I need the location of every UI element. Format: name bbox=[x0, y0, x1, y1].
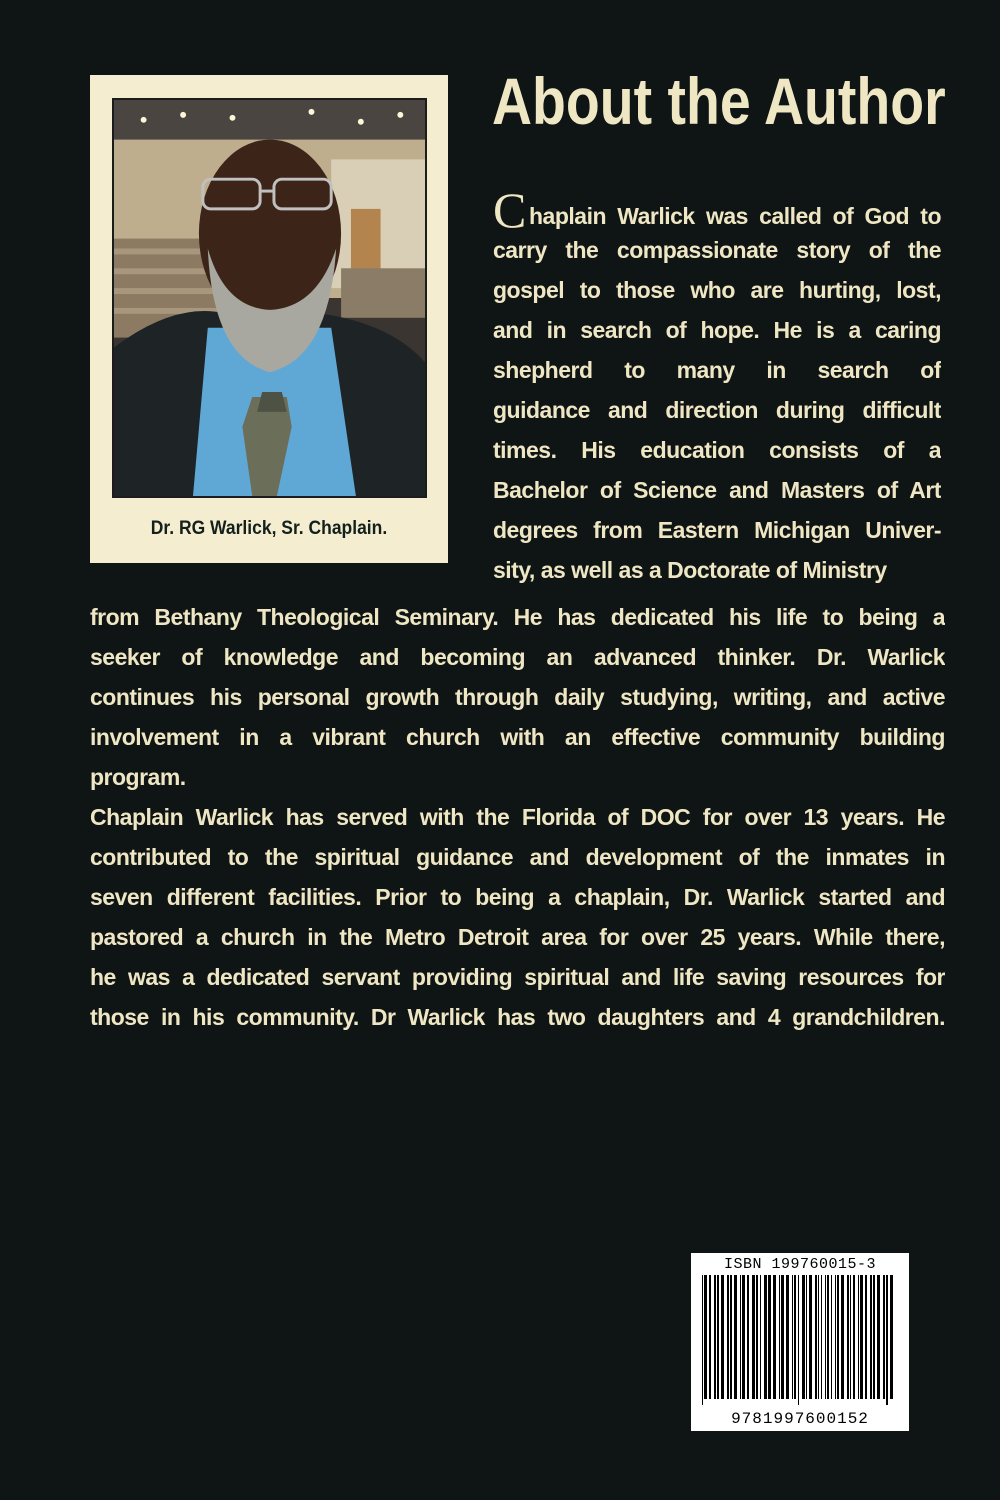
barcode-bar bbox=[760, 1275, 761, 1399]
bio-line: guidance and direction during difficult bbox=[493, 397, 941, 423]
bio-body bbox=[90, 597, 945, 1037]
photo-caption: Dr. RG Warlick, Sr. Chaplain. bbox=[150, 518, 388, 539]
barcode-bar bbox=[825, 1275, 826, 1399]
barcode-bar bbox=[740, 1275, 741, 1399]
barcode-bar bbox=[786, 1275, 789, 1399]
barcode-bar bbox=[890, 1275, 893, 1399]
bio-line: those in his community. Dr Warlick has two daughters and 4 grandchildren. bbox=[90, 1004, 945, 1030]
barcode-bar bbox=[877, 1275, 880, 1399]
bio-line: he was a dedicated servant providing spiritual and life saving resources for bbox=[90, 964, 945, 990]
barcode-bar bbox=[853, 1275, 855, 1399]
drop-cap: C bbox=[493, 190, 526, 230]
barcode-bar bbox=[781, 1275, 784, 1399]
barcode-bar bbox=[773, 1275, 776, 1399]
bio-line: seven different facilities. Prior to being a chaplain, Dr. Warlick started and bbox=[90, 884, 945, 910]
author-photo-frame bbox=[90, 75, 448, 563]
barcode-bar bbox=[883, 1275, 885, 1399]
bio-line: Chaplain Warlick has served with the Florida of DOC for over 13 years. He bbox=[90, 804, 945, 830]
barcode-bar bbox=[818, 1275, 819, 1399]
bio-line: contributed to the spiritual guidance and development of the inmates in bbox=[90, 844, 945, 870]
bio-line: times. His education consists of a bbox=[493, 437, 941, 463]
barcode-bar bbox=[704, 1275, 707, 1399]
barcode-bar bbox=[747, 1275, 749, 1399]
barcode-bar bbox=[873, 1275, 875, 1399]
bio-line: and in search of hope. He is a caring bbox=[493, 317, 941, 343]
isbn-barcode bbox=[691, 1253, 909, 1431]
barcode-bar bbox=[806, 1275, 807, 1399]
barcode-bar bbox=[841, 1275, 844, 1399]
isbn-label: ISBN 199760015-3 bbox=[723, 1256, 877, 1273]
bio-line: from Bethany Theological Seminary. He has dedicated his life to being a bbox=[90, 604, 945, 630]
barcode-bar bbox=[779, 1275, 780, 1399]
bio-line: seeker of knowledge and becoming an advanced thinker. Dr. Warlick bbox=[90, 644, 945, 670]
barcode-bar bbox=[802, 1275, 805, 1399]
barcode-number: 9781997600152 bbox=[731, 1410, 869, 1428]
barcode-bar bbox=[717, 1275, 719, 1399]
barcode-bars bbox=[700, 1275, 900, 1405]
bio-line: involvement in a vibrant church with an effective community building bbox=[90, 724, 945, 750]
barcode-bar bbox=[835, 1275, 836, 1399]
barcode-bar bbox=[827, 1275, 829, 1399]
barcode-bar bbox=[847, 1275, 849, 1399]
barcode-bar bbox=[794, 1275, 796, 1399]
barcode-bar bbox=[792, 1275, 793, 1399]
barcode-bar bbox=[756, 1275, 758, 1399]
barcode-bar bbox=[709, 1275, 711, 1399]
bio-line: continues his personal growth through daily studying, writing, and active bbox=[90, 684, 945, 710]
barcode-bar bbox=[870, 1275, 872, 1399]
bio-line: Bachelor of Science and Masters of Art bbox=[493, 477, 941, 503]
barcode-bar bbox=[837, 1275, 839, 1399]
barcode-bar bbox=[821, 1275, 822, 1399]
barcode-bar bbox=[727, 1275, 729, 1399]
barcode-bar bbox=[742, 1275, 745, 1399]
barcode-bar bbox=[815, 1275, 817, 1399]
bio-line: shepherd to many in search of bbox=[493, 357, 941, 383]
bio-line: degrees from Eastern Michigan Univer- bbox=[493, 517, 941, 543]
barcode-bar bbox=[809, 1275, 812, 1399]
bio-line: sity, as well as a Doctorate of Ministry bbox=[493, 557, 887, 583]
barcode-bar bbox=[798, 1275, 799, 1405]
bio-line: carry the compassionate story of the bbox=[493, 237, 941, 263]
barcode-bar bbox=[721, 1275, 724, 1399]
bio-line: Chaplain Warlick was called of God to bbox=[493, 190, 941, 230]
barcode-bar bbox=[860, 1275, 863, 1399]
barcode-bar bbox=[752, 1275, 755, 1399]
bio-intro-column bbox=[493, 190, 941, 590]
barcode-bar bbox=[730, 1275, 732, 1399]
bio-line: program. bbox=[90, 764, 186, 790]
barcode-bar bbox=[768, 1275, 771, 1399]
bio-line: pastored a church in the Metro Detroit area for over 25 years. While there, bbox=[90, 924, 945, 950]
barcode-bar bbox=[764, 1275, 767, 1399]
author-photo bbox=[112, 98, 427, 498]
barcode-bar bbox=[831, 1275, 832, 1399]
barcode-bar bbox=[886, 1275, 888, 1405]
bio-line: gospel to those who are hurting, lost, bbox=[493, 277, 941, 303]
page-title: About the Author bbox=[492, 64, 946, 138]
barcode-bar bbox=[702, 1275, 703, 1405]
barcode-bar bbox=[714, 1275, 716, 1399]
barcode-bar bbox=[865, 1275, 867, 1399]
barcode-bar bbox=[858, 1275, 859, 1399]
barcode-bar bbox=[850, 1275, 851, 1399]
barcode-bar bbox=[734, 1275, 737, 1399]
